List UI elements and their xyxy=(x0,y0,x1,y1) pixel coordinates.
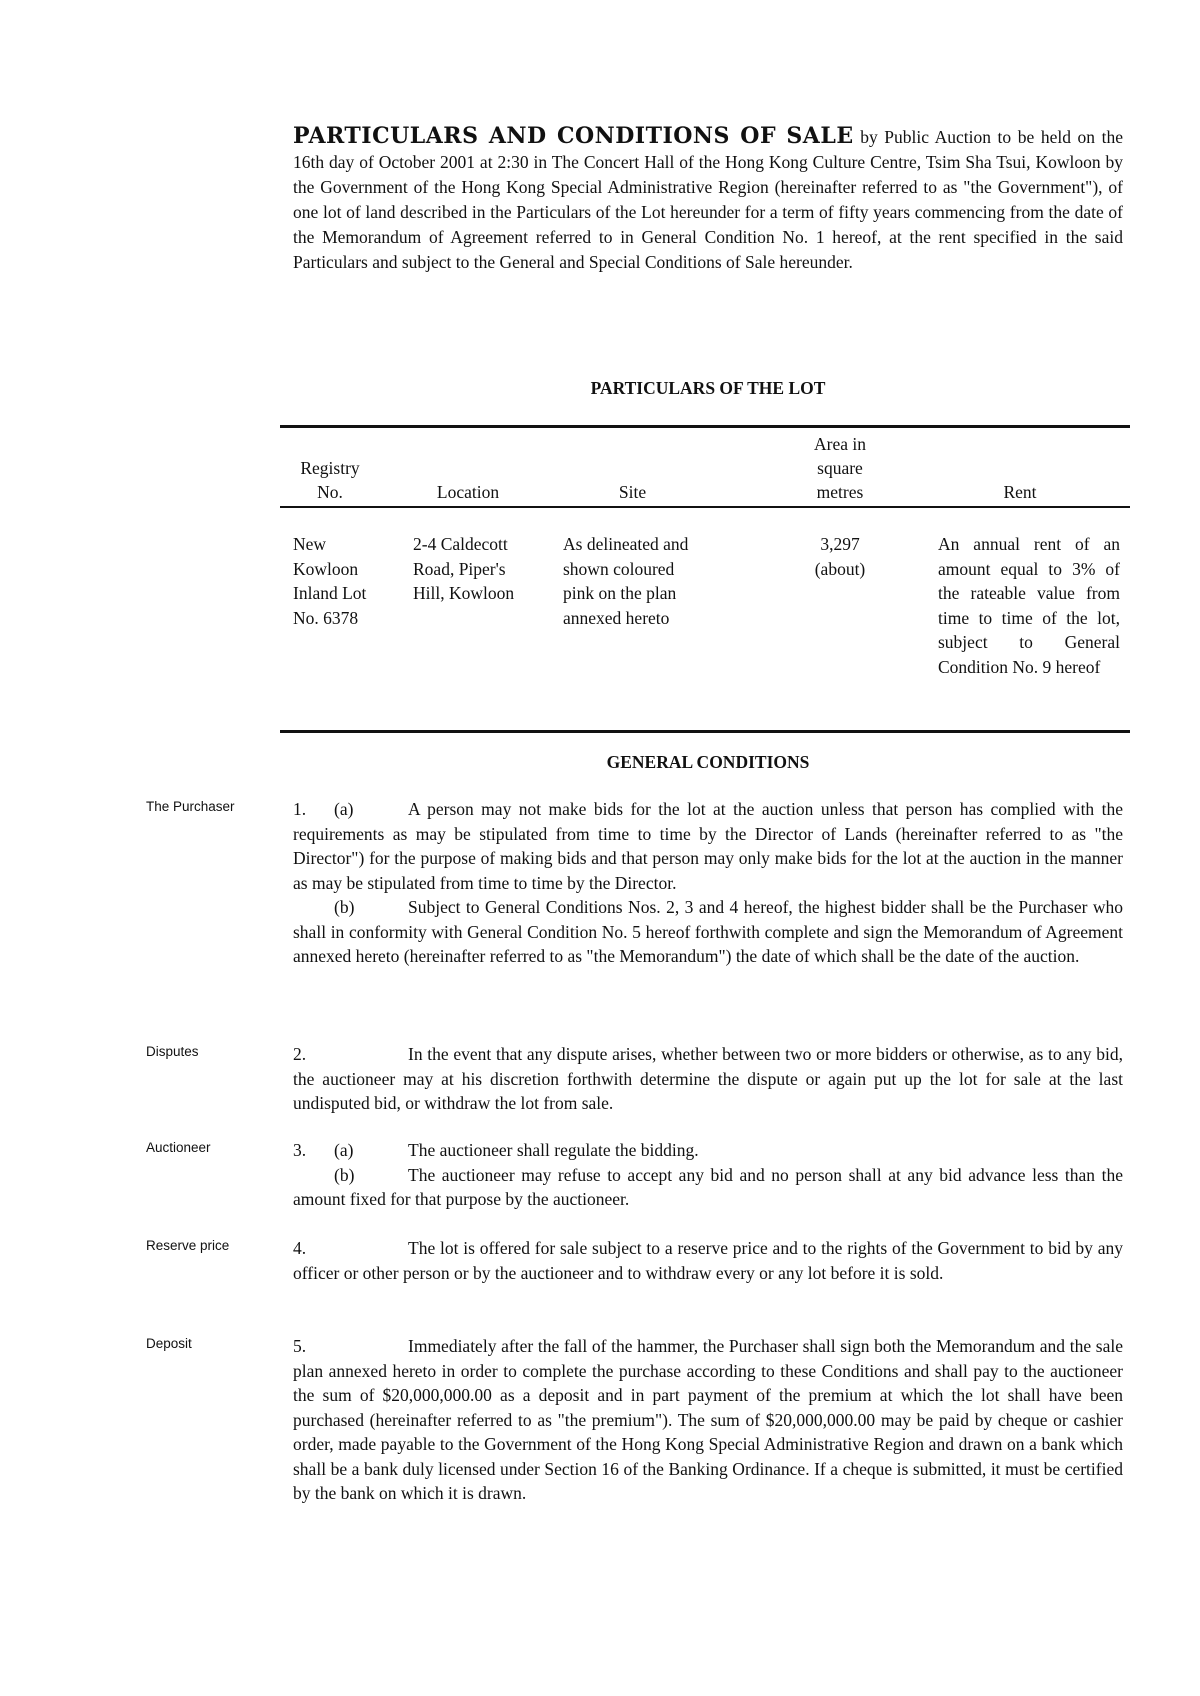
header-rent: Rent xyxy=(1003,482,1037,502)
subclause-label: (b) xyxy=(334,897,355,917)
cell-rent: An annual rent of an amount equal to 3% of the rateable value from time to time of the lot, subject to General Condition No. 9 hereof xyxy=(938,534,1120,677)
margin-note-deposit: Deposit xyxy=(146,1336,192,1351)
margin-note-disputes: Disputes xyxy=(146,1044,199,1059)
condition-1a xyxy=(293,797,1123,895)
condition-number: 4. xyxy=(293,1238,307,1258)
margin-note-auctioneer: Auctioneer xyxy=(146,1140,211,1155)
condition-text: The auctioneer shall regulate the bidding. xyxy=(408,1140,699,1160)
condition-text: A person may not make bids for the lot at the auction unless that person has complied with the requirements as may be stipulated from time to time by the Director of Lands (hereinafter referred to as "the Director") for the purpose of making bids and that person may only make bids for the lot at the auction in the manner as may be stipulated from time to time by the Director. xyxy=(293,799,1123,893)
header-location: Location xyxy=(436,482,500,502)
cell-registry: New Kowloon Inland Lot No. 6378 xyxy=(293,534,367,628)
header-registry: Registry No. xyxy=(300,458,360,502)
subclause-label: (b) xyxy=(334,1164,355,1185)
table-row xyxy=(280,508,1130,730)
condition-2 xyxy=(293,1042,1123,1116)
cell-area: 3,297 (about) xyxy=(814,534,866,579)
condition-text: Immediately after the fall of the hammer, the Purchaser shall sign both the Memorandum and the sale plan annexed hereto in order to complete the purchase according to these Conditions and shall pay to the auctioneer the sum of $20,000,000.00 as a deposit and in part payment of the premium at which the lot shall have been purchased (hereinafter referred to as "the premium"). The sum of $20,000,000.00 may be paid by cheque or cashier order, made payable to the Government of the Hong Kong Special Administrative Region and drawn on a bank which shall be a bank duly licensed under Section 16 of the Banking Ordinance. If a cheque is submitted, it must be certified by the bank on which it is drawn. xyxy=(293,1336,1123,1503)
condition-5 xyxy=(293,1334,1123,1506)
header-area: Area in square metres xyxy=(814,434,866,502)
condition-3 xyxy=(293,1138,1123,1212)
condition-1 xyxy=(293,797,1123,969)
document-title: PARTICULARS AND CONDITIONS OF SALE xyxy=(293,123,854,149)
general-conditions-heading: GENERAL CONDITIONS xyxy=(606,752,810,772)
margin-note-reserve-price: Reserve price xyxy=(146,1238,230,1253)
condition-number: 2. xyxy=(293,1044,307,1064)
header-site: Site xyxy=(618,482,647,502)
cell-location: 2-4 Caldecott Road, Piper's Hill, Kowloon xyxy=(413,534,515,603)
subclause-label: (a) xyxy=(334,799,354,819)
condition-number: 5. xyxy=(293,1336,307,1356)
particulars-heading: PARTICULARS OF THE LOT xyxy=(590,378,826,398)
condition-number: 3. xyxy=(293,1140,307,1160)
cell-site: As delineated and shown coloured pink on the plan annexed hereto xyxy=(563,534,689,628)
particulars-table xyxy=(280,425,1130,733)
condition-number: 1. xyxy=(293,799,307,819)
condition-text: Subject to General Conditions Nos. 2, 3 and 4 hereof, the highest bidder shall be the Purchaser who shall in conformity with General Condition No. 5 hereof forthwith complete and sign the Memorandum of Agreement annexed hereto (hereinafter referred to as "the Memorandum") the date of which shall be the date of the auction. xyxy=(293,897,1123,966)
condition-text: In the event that any dispute arises, whether between two or more bidders or otherwise, as to any bid, the auctioneer may at his discretion forthwith determine the dispute or again put up the lot for sale at the last undisputed bid, or withdraw the lot from sale. xyxy=(293,1044,1123,1113)
intro-text: by Public Auction to be held on the 16th day of October 2001 at 2:30 in The Concert Hall of the Hong Kong Culture Centre, Tsim Sha Tsui, Kowloon by the Government of the Hong Kong Special Administrative Region (hereinafter referred to as "the Government"), of one lot of land described in the Particulars of the Lot hereunder for a term of fifty years commencing from the date of the Memorandum of Agreement referred to in General Condition No. 1 hereof, at the rent specified in the said Particulars and subject to the General and Special Conditions of Sale hereunder. xyxy=(293,127,1123,272)
condition-1b xyxy=(293,895,1123,969)
condition-4 xyxy=(293,1236,1123,1285)
intro-paragraph xyxy=(293,124,1123,275)
condition-text: The auctioneer may refuse to accept any bid and no person shall at any bid advance less than the amount fixed for that purpose by the auctioneer. xyxy=(293,1164,1123,1209)
condition-text: The lot is offered for sale subject to a reserve price and to the rights of the Government to bid by any officer or other person or by the auctioneer and to withdraw every or any lot before it is sold. xyxy=(293,1238,1123,1283)
margin-note-purchaser: The Purchaser xyxy=(146,799,235,814)
subclause-label: (a) xyxy=(334,1140,354,1160)
table-header-row xyxy=(280,428,1130,508)
